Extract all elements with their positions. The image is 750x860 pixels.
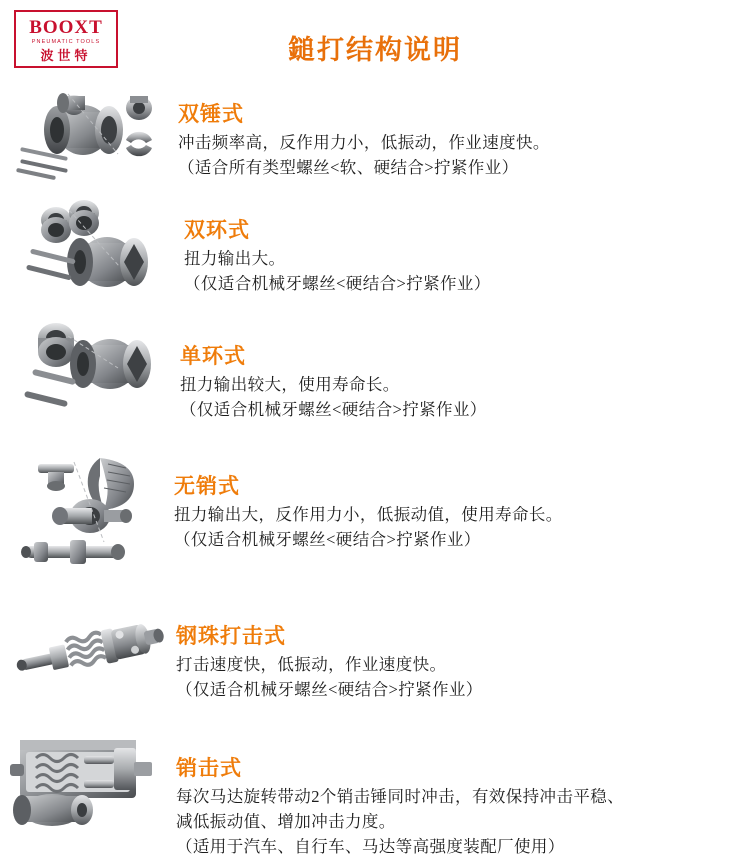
pinless-exploded-diagram [4,446,174,586]
pin-clutch-cutaway-diagram [6,718,176,834]
item-title: 双环式 [184,218,250,242]
item-text [176,588,750,703]
item-line: （仅适合机械牙螺丝<硬结合>拧紧作业） [180,399,487,419]
list-item [0,316,750,446]
page-title: 鎚打结构说明 [288,35,462,65]
single-ring-exploded-diagram [10,316,180,444]
item-title: 单环式 [180,344,246,368]
item-title: 钢珠打击式 [176,624,286,648]
page-header [0,0,750,84]
item-line: 减低振动值、增加冲击力度。 [176,811,396,831]
item-title: 双锤式 [178,102,244,126]
item-title: 销击式 [176,756,242,780]
structure-list [0,84,750,856]
ball-impact-assembly-diagram [6,588,176,716]
brand-logo-chinese: 波世特 [40,48,92,63]
item-text [180,316,750,423]
item-line: （仅适合机械牙螺丝<硬结合>拧紧作业） [184,273,491,293]
item-line: （仅适合机械牙螺丝<硬结合>拧紧作业） [176,679,483,699]
item-line: 打击速度快，低振动，作业速度快。 [176,655,447,675]
item-text [184,196,750,297]
brand-logo-tagline: PNEUMATIC TOOLS [31,39,101,45]
list-item [0,84,750,196]
item-text [178,84,750,181]
item-line: 扭力输出大，反作用力小，低振动值，使用寿命长。 [174,505,563,525]
item-line: （适合所有类型螺丝<软、硬结合>拧紧作业） [178,157,519,177]
item-line: 扭力输出较大，使用寿命长。 [180,375,400,395]
twin-ring-exploded-diagram [14,196,184,314]
list-item [0,446,750,588]
list-item [0,588,750,718]
item-line: （仅适合机械牙螺丝<硬结合>拧紧作业） [174,529,481,549]
list-item [0,196,750,316]
item-text [174,446,750,553]
list-item [0,718,750,856]
item-line: 扭力输出大。 [184,249,286,269]
item-text [176,718,750,859]
item-line: （适用于汽车、自行车、马达等高强度装配厂使用） [176,836,565,856]
brand-logo-text: BOOXT [29,17,103,38]
item-title: 无销式 [174,474,240,498]
item-line: 每次马达旋转带动2个销击锤同时冲击，有效保持冲击平稳、 [176,787,625,807]
twin-hammer-exploded-diagram [8,84,178,194]
item-line: 冲击频率高，反作用力小，低振动，作业速度快。 [178,133,550,153]
